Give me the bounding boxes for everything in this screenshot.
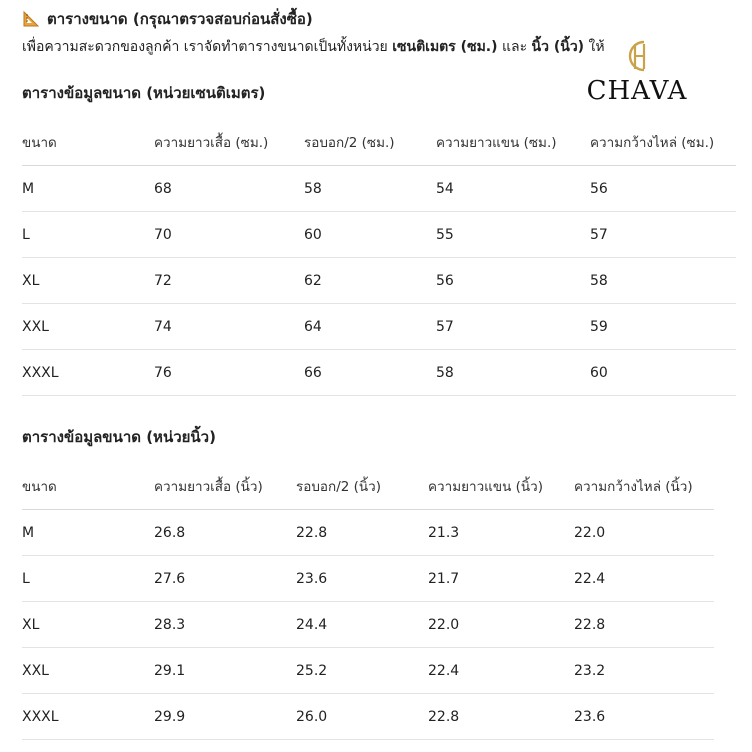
- measurement-cell: 59: [590, 304, 736, 350]
- column-header: ความยาวแขน (ซม.): [436, 119, 590, 166]
- measurement-cell: 22.4: [574, 556, 714, 602]
- size-label-cell: XXXL: [22, 350, 154, 396]
- size-label-cell: XXXL: [22, 694, 154, 740]
- intro-prefix: เพื่อความสะดวกของลูกค้า เราจัดทำตารางขนาดเป็นทั้งหน่วย: [22, 39, 393, 55]
- inch-size-table: [22, 463, 714, 740]
- table-row: [22, 258, 736, 304]
- size-label-cell: XL: [22, 602, 154, 648]
- measurement-cell: 29.9: [154, 694, 296, 740]
- table-row: [22, 648, 714, 694]
- intro-and: และ: [497, 39, 532, 55]
- cm-table-title: ตารางข้อมูลขนาด (หน่วยเซนติเมตร): [22, 84, 266, 102]
- measurement-cell: 22.4: [428, 648, 574, 694]
- measurement-cell: 23.6: [574, 694, 714, 740]
- table-row: [22, 304, 736, 350]
- column-header: ขนาด: [22, 463, 154, 510]
- inch-table-title: ตารางข้อมูลขนาด (หน่วยนิ้ว): [22, 428, 216, 446]
- measurement-cell: 66: [304, 350, 436, 396]
- column-header: ความกว้างไหล่ (นิ้ว): [574, 463, 714, 510]
- measurement-cell: 58: [304, 166, 436, 212]
- measurement-cell: 56: [590, 166, 736, 212]
- table-row: [22, 350, 736, 396]
- table-row: [22, 510, 714, 556]
- measurement-cell: 58: [590, 258, 736, 304]
- column-header: ความยาวเสื้อ (ซม.): [154, 119, 304, 166]
- measurement-cell: 62: [304, 258, 436, 304]
- measurement-cell: 26.8: [154, 510, 296, 556]
- measurement-cell: 23.2: [574, 648, 714, 694]
- size-label-cell: M: [22, 166, 154, 212]
- measurement-cell: 21.3: [428, 510, 574, 556]
- column-header: ความยาวเสื้อ (นิ้ว): [154, 463, 296, 510]
- triangular-ruler-icon: [22, 10, 40, 28]
- size-label-cell: M: [22, 510, 154, 556]
- measurement-cell: 56: [436, 258, 590, 304]
- size-label-cell: XXL: [22, 648, 154, 694]
- logo-wordmark: CHAVA: [586, 76, 688, 106]
- title-row: [22, 8, 313, 30]
- table-row: [22, 212, 736, 258]
- chava-logo: [572, 36, 702, 104]
- intro-suffix: ให้: [584, 39, 605, 55]
- measurement-cell: 57: [436, 304, 590, 350]
- size-label-cell: L: [22, 212, 154, 258]
- table-row: [22, 694, 714, 740]
- measurement-cell: 58: [436, 350, 590, 396]
- table-row: [22, 166, 736, 212]
- measurement-cell: 60: [304, 212, 436, 258]
- measurement-cell: 64: [304, 304, 436, 350]
- inch-table-body: [22, 510, 714, 740]
- intro-text: [22, 36, 605, 58]
- measurement-cell: 29.1: [154, 648, 296, 694]
- page-title: ตารางขนาด (กรุณาตรวจสอบก่อนสั่งซื้อ): [47, 10, 313, 28]
- column-header: รอบอก/2 (ซม.): [304, 119, 436, 166]
- measurement-cell: 60: [590, 350, 736, 396]
- cm-table-header-row: [22, 119, 736, 166]
- chava-monogram-icon: [572, 36, 702, 76]
- measurement-cell: 22.8: [428, 694, 574, 740]
- cm-size-table: [22, 119, 736, 396]
- size-label-cell: L: [22, 556, 154, 602]
- intro-unit-inch: นิ้ว (นิ้ว): [531, 39, 585, 55]
- column-header: ความกว้างไหล่ (ซม.): [590, 119, 736, 166]
- measurement-cell: 22.0: [574, 510, 714, 556]
- measurement-cell: 28.3: [154, 602, 296, 648]
- measurement-cell: 72: [154, 258, 304, 304]
- column-header: ขนาด: [22, 119, 154, 166]
- measurement-cell: 21.7: [428, 556, 574, 602]
- size-label-cell: XL: [22, 258, 154, 304]
- size-label-cell: XXL: [22, 304, 154, 350]
- measurement-cell: 22.8: [574, 602, 714, 648]
- measurement-cell: 54: [436, 166, 590, 212]
- table-row: [22, 556, 714, 602]
- measurement-cell: 24.4: [296, 602, 428, 648]
- measurement-cell: 74: [154, 304, 304, 350]
- measurement-cell: 55: [436, 212, 590, 258]
- cm-table-body: [22, 166, 736, 396]
- measurement-cell: 27.6: [154, 556, 296, 602]
- measurement-cell: 68: [154, 166, 304, 212]
- measurement-cell: 57: [590, 212, 736, 258]
- measurement-cell: 25.2: [296, 648, 428, 694]
- measurement-cell: 22.0: [428, 602, 574, 648]
- measurement-cell: 26.0: [296, 694, 428, 740]
- column-header: ความยาวแขน (นิ้ว): [428, 463, 574, 510]
- measurement-cell: 70: [154, 212, 304, 258]
- table-row: [22, 602, 714, 648]
- column-header: รอบอก/2 (นิ้ว): [296, 463, 428, 510]
- measurement-cell: 22.8: [296, 510, 428, 556]
- measurement-cell: 23.6: [296, 556, 428, 602]
- inch-table-header-row: [22, 463, 714, 510]
- measurement-cell: 76: [154, 350, 304, 396]
- intro-unit-cm: เซนติเมตร (ซม.): [392, 39, 498, 55]
